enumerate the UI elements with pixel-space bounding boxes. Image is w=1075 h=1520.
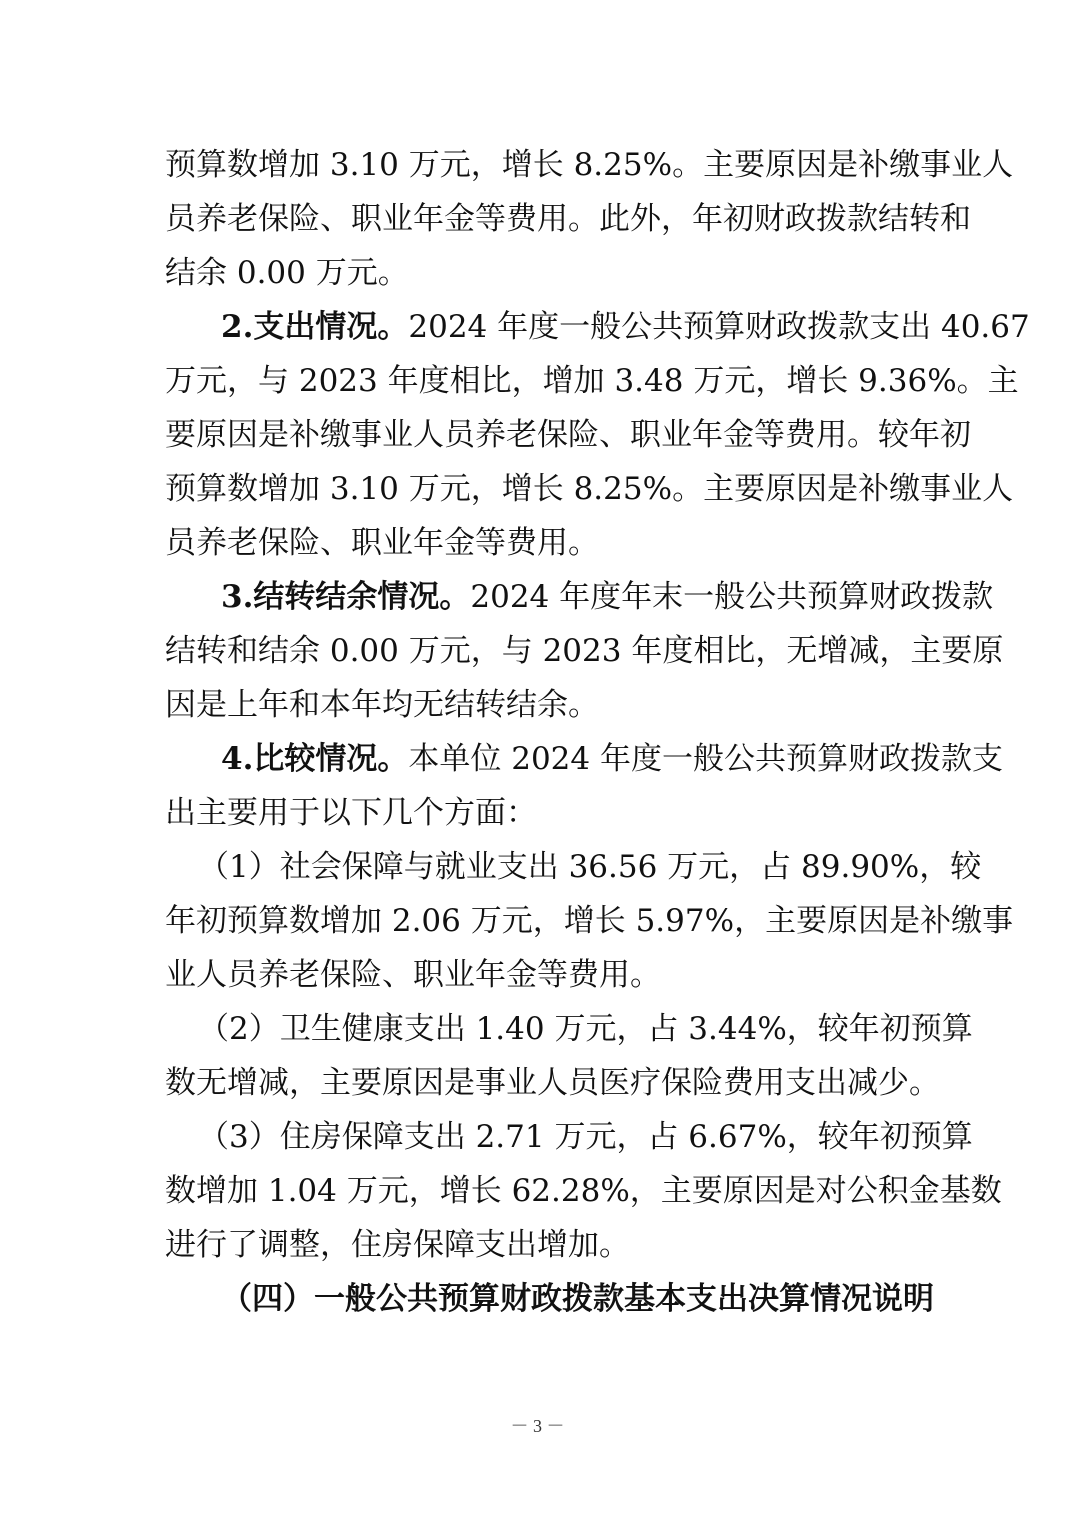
paragraph-line: 因是上年和本年均无结转结余。 — [165, 687, 599, 723]
paragraph-line: 员养老保险、职业年金等费用。此外，年初财政拨款结转和 — [165, 201, 971, 237]
paragraph-line: 万元，与 2023 年度相比，增加 3.48 万元，增长 9.36%。主 — [165, 363, 1019, 399]
list-item-line: 年初预算数增加 2.06 万元，增长 5.97%，主要原因是补缴事 — [165, 903, 1014, 939]
list-item-line: 进行了调整，住房保障支出增加。 — [165, 1227, 630, 1263]
paragraph-line: 要原因是补缴事业人员养老保险、职业年金等费用。较年初 — [165, 417, 971, 453]
paragraph-line: 预算数增加 3.10 万元，增长 8.25%。主要原因是补缴事业人 — [165, 471, 1014, 507]
section-label: 3.结转结余情况。 — [221, 579, 471, 615]
section-heading: （四）一般公共预算财政拨款基本支出决算情况说明 — [221, 1281, 934, 1317]
list-item-line: （3）住房保障支出 2.71 万元，占 6.67%，较年初预算 — [198, 1119, 973, 1155]
list-item-line: （2）卫生健康支出 1.40 万元，占 3.44%，较年初预算 — [198, 1011, 973, 1047]
paragraph-line: 出主要用于以下几个方面： — [165, 795, 537, 831]
list-item-line: 数无增减，主要原因是事业人员医疗保险费用支出减少。 — [165, 1065, 940, 1101]
list-item-line: （1）社会保障与就业支出 36.56 万元，占 89.90%，较 — [198, 849, 982, 885]
paragraph-line: 结转和结余 0.00 万元，与 2023 年度相比，无增减，主要原 — [165, 633, 1004, 669]
page-number: － 3 － — [510, 1416, 565, 1436]
paragraph-line: 3.结转结余情况。2024 年度年末一般公共预算财政拨款 — [221, 579, 994, 615]
list-item-line: 业人员养老保险、职业年金等费用。 — [165, 957, 661, 993]
paragraph-line: 结余 0.00 万元。 — [165, 255, 409, 291]
list-item-line: 数增加 1.04 万元，增长 62.28%，主要原因是对公积金基数 — [165, 1173, 1002, 1209]
section-label: 2.支出情况。 — [221, 309, 409, 345]
paragraph-line: 预算数增加 3.10 万元，增长 8.25%。主要原因是补缴事业人 — [165, 147, 1014, 183]
section-label: 4.比较情况。 — [221, 741, 409, 777]
paragraph-line: 4.比较情况。本单位 2024 年度一般公共预算财政拨款支 — [221, 741, 1003, 777]
paragraph-line: 2.支出情况。2024 年度一般公共预算财政拨款支出 40.67 — [221, 309, 1030, 345]
paragraph-line: 员养老保险、职业年金等费用。 — [165, 525, 599, 561]
